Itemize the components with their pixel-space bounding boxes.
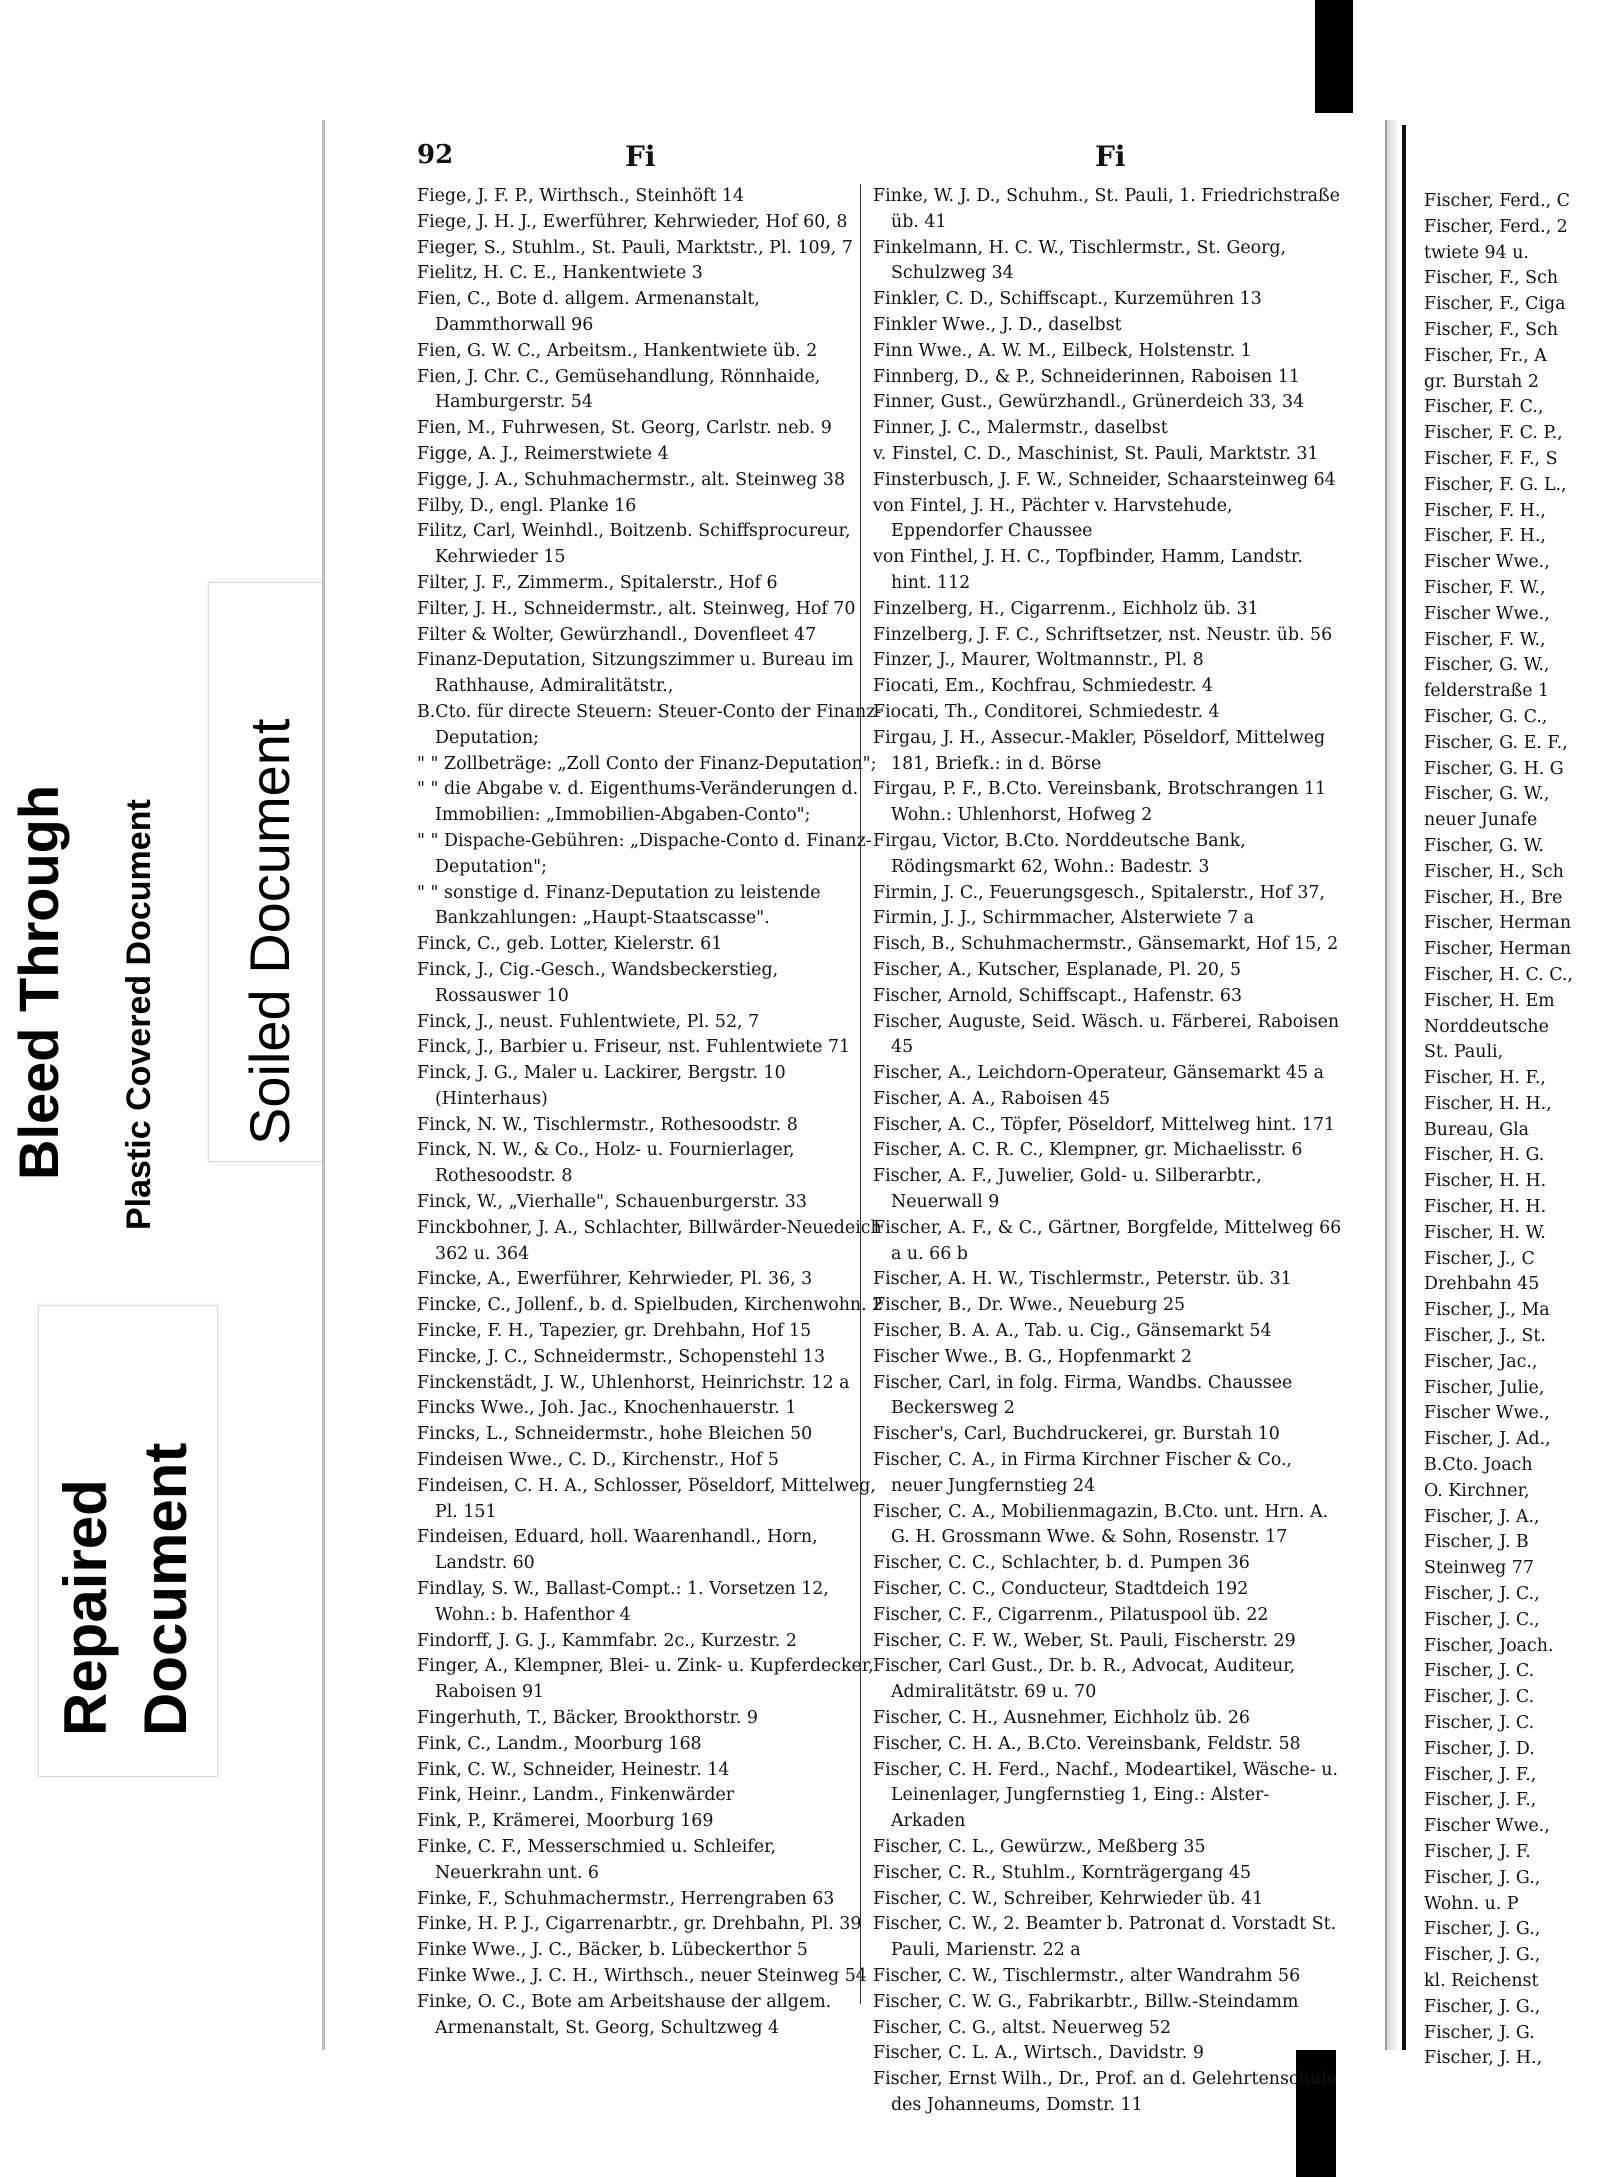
directory-entry: Finger, A., Klempner, Blei- u. Zink- u. Kupferdecker, Raboisen 91 — [417, 1656, 874, 1703]
directory-entry: " " die Abgabe v. d. Eigenthums-Veränderungen d. Immobilien: „Immobilien-Abgaben-Conto"; — [417, 779, 859, 826]
directory-entry: Fischer, J., St. — [1424, 1326, 1546, 1347]
directory-entry: Fincks Wwe., Joh. Jac., Knochenhauerstr. 1 — [417, 1398, 797, 1419]
directory-entry: Fischer, J. G., — [1424, 1945, 1541, 1966]
directory-entry: Fieger, S., Stuhlm., St. Pauli, Marktstr., Pl. 109, 7 — [417, 237, 853, 258]
directory-entry: Fischer, Ferd., 2 — [1424, 216, 1568, 237]
directory-entry: Fischer, G. W., — [1424, 784, 1550, 805]
directory-entry: Fischer, Joach. — [1424, 1635, 1554, 1656]
directory-entry: Fischer, Auguste, Seid. Wäsch. u. Färberei, Raboisen 45 — [873, 1011, 1340, 1058]
directory-entry: Finck, J., Barbier u. Friseur, nst. Fuhlentwiete 71 — [417, 1037, 851, 1058]
directory-entry: Fischer, G. C., — [1424, 706, 1548, 727]
directory-entry: Fischer, H. H. — [1424, 1171, 1547, 1192]
column-divider — [860, 184, 861, 2004]
directory-entry: Fien, M., Fuhrwesen, St. Georg, Carlstr. neb. 9 — [417, 418, 832, 439]
directory-entry: Fischer, C. C., Schlachter, b. d. Pumpen 36 — [873, 1553, 1250, 1574]
directory-entry: Figge, J. A., Schuhmachermstr., alt. Steinweg 38 — [417, 469, 846, 490]
directory-entry: Finke Wwe., J. C. H., Wirthsch., neuer Steinweg 54 — [417, 1965, 867, 1986]
directory-entry: O. Kirchner, — [1424, 1480, 1530, 1501]
directory-entry: Fincke, F. H., Tapezier, gr. Drehbahn, Hof 15 — [417, 1321, 812, 1342]
directory-entry: kl. Reichenst — [1424, 1970, 1539, 1991]
directory-entry: Fischer, A., Kutscher, Esplanade, Pl. 20, 5 — [873, 959, 1242, 980]
directory-entry: Fischer, Ernst Wilh., Dr., Prof. an d. Gelehrtenschule des Johanneums, Domstr. 11 — [873, 2069, 1337, 2115]
directory-entry: Fischer, F. G. L., — [1424, 474, 1567, 495]
directory-entry: Finck, C., geb. Lotter, Kielerstr. 61 — [417, 934, 723, 955]
directory-entry: Fischer, A. H. W., Tischlermstr., Peterstr. üb. 31 — [873, 1269, 1292, 1290]
directory-entry: Fischer, Carl, in folg. Firma, Wandbs. Chaussee Beckersweg 2 — [873, 1372, 1293, 1419]
directory-entry: Findeisen, C. H. A., Schlosser, Pöseldorf, Mittelweg, Pl. 151 — [417, 1475, 876, 1522]
directory-entry: Finkler, C. D., Schiffscapt., Kurzemühren 13 — [873, 289, 1262, 310]
directory-entry: Fischer, J. Ad., — [1424, 1429, 1551, 1450]
directory-entry: Fiocati, Th., Conditorei, Schmiedestr. 4 — [873, 701, 1220, 722]
directory-entry: Fischer, H. Em — [1424, 990, 1555, 1011]
directory-entry: Fischer, Herman — [1424, 939, 1572, 960]
directory-entry: Fischer, C. W., 2. Beamter b. Patronat d. Vorstadt St. Pauli, Marienstr. 22 a — [873, 1914, 1337, 1961]
directory-entry: Figge, A. J., Reimerstwiete 4 — [417, 443, 669, 464]
directory-entry: Fischer, A. F., Juwelier, Gold- u. Silberarbtr., Neuerwall 9 — [873, 1166, 1262, 1213]
directory-entry: B.Cto. Joach — [1424, 1455, 1533, 1476]
directory-entry: Fischer, C. W. G., Fabrikarbtr., Billw.-Steindamm — [873, 1991, 1299, 2012]
directory-entry: Fischer, H., Sch — [1424, 861, 1564, 882]
directory-entry: Fischer, F. C., — [1424, 397, 1544, 418]
directory-entry: Fien, J. Chr. C., Gemüsehandlung, Rönnhaide, Hamburgerstr. 54 — [417, 366, 821, 413]
directory-entry: Fink, C., Landm., Moorburg 168 — [417, 1733, 702, 1754]
directory-entry: Findlay, S. W., Ballast-Compt.: 1. Vorsetzen 12, Wohn.: b. Hafenthor 4 — [417, 1579, 829, 1625]
directory-entry: Finck, N. W., Tischlermstr., Rothesoodstr. 8 — [417, 1114, 798, 1135]
directory-entry: Fien, G. W. C., Arbeitsm., Hankentwiete üb. 2 — [417, 340, 818, 361]
directory-entry: Finkelmann, H. C. W., Tischlermstr., St. Georg, Schulzweg 34 — [873, 237, 1287, 284]
right-column — [1424, 189, 1624, 2072]
directory-entry: Firgau, Victor, B.Cto. Norddeutsche Bank, Rödingsmarkt 62, Wohn.: Badestr. 3 — [873, 830, 1246, 877]
directory-entry: Fien, C., Bote d. allgem. Armenanstalt, Dammthorwall 96 — [417, 289, 760, 335]
directory-entry: Finck, N. W., & Co., Holz- u. Fournierlager, Rothesoodstr. 8 — [417, 1140, 795, 1187]
directory-entry: Finke, H. P. J., Cigarrenarbtr., gr. Drehbahn, Pl. 39 — [417, 1914, 862, 1935]
directory-entry: Fischer, F. W., — [1424, 629, 1546, 650]
directory-entry: Finck, J., Cig.-Gesch., Wandsbeckerstieg, Rossauswег 10 — [417, 959, 779, 1006]
directory-entry: Firgau, P. F., B.Cto. Vereinsbank, Brotschrangen 11 Wohn.: Uhlenhorst, Hofweg 2 — [873, 779, 1327, 826]
directory-entry: Fischer, G. H. G — [1424, 758, 1564, 779]
directory-entry: Fischer, Jac., — [1424, 1351, 1538, 1372]
directory-entry: Fincks, L., Schneidermstr., hohe Bleichen 50 — [417, 1424, 813, 1445]
directory-entry: Wohn. u. P — [1424, 1893, 1519, 1914]
bleed-through-text: Bleed Through — [7, 784, 70, 1180]
directory-entry: Fischer, A., Leichdorn-Operateur, Gänsemarkt 45 a — [873, 1063, 1324, 1084]
directory-entry: Fischer, F. F., S — [1424, 448, 1558, 469]
directory-entry: Fischer, Ferd., C — [1424, 191, 1570, 211]
directory-entry: Fischer, J. G., — [1424, 1996, 1541, 2017]
directory-entry: Fink, Heinr., Landm., Finkenwärder — [417, 1785, 735, 1806]
directory-entry: Fischer, C. H., Ausnehmer, Eichholz üb. 26 — [873, 1708, 1250, 1729]
directory-entry: Fischer, F., Sch — [1424, 319, 1559, 340]
directory-entry: Fischer, J. A., — [1424, 1506, 1540, 1527]
directory-entry: Fischer, C. H. A., B.Cto. Vereinsbank, Feldstr. 58 — [873, 1733, 1301, 1754]
directory-entry: Fischer, A. A., Raboisen 45 — [873, 1088, 1111, 1109]
page-header — [325, 130, 1385, 180]
directory-entry: Firgau, J. H., Assecur.-Makler, Pöseldorf, Mittelweg 181, Briefk.: in d. Börse — [873, 727, 1326, 774]
directory-entry: Fischer, A. C., Töpfer, Pöseldorf, Mittelweg hint. 171 — [873, 1114, 1336, 1135]
directory-entry: Finckenstädt, J. W., Uhlenhorst, Heinrichstr. 12 a — [417, 1372, 850, 1393]
repaired-text-line1: Repaired — [52, 1479, 119, 1736]
directory-entry: Fischer, J. F. — [1424, 1842, 1531, 1862]
directory-entry: Fiege, J. F. P., Wirthsch., Steinhöft 14 — [417, 186, 745, 206]
directory-entry: Fischer, F. H., — [1424, 500, 1546, 521]
directory-entry: Fiege, J. H. J., Ewerführer, Kehrwieder, Hof 60, 8 — [417, 211, 848, 232]
directory-entry: gr. Burstah 2 — [1424, 371, 1539, 392]
directory-entry: Fischer, C. R., Stuhlm., Kornträgergang 45 — [873, 1862, 1252, 1883]
directory-entry: Fischer, J. G., — [1424, 1867, 1541, 1888]
directory-entry: Finzer, J., Maurer, Woltmannstr., Pl. 8 — [873, 650, 1204, 671]
directory-entry: v. Finstel, C. D., Maschinist, St. Pauli, Marktstr. 31 — [873, 443, 1319, 464]
directory-entry: Fischer, Fr., A — [1424, 345, 1547, 366]
directory-entry: Fincke, C., Jollenf., b. d. Spielbuden, Kirchenwohn. 2 — [417, 1295, 884, 1316]
directory-entry: Finner, J. C., Malermstr., daselbst — [873, 418, 1168, 439]
directory-entry: Finke, F., Schuhmachermstr., Herrengraben 63 — [417, 1888, 835, 1909]
directory-entry: Fischer Wwe., — [1424, 1403, 1550, 1424]
repaired-text-line2: Document — [132, 1442, 199, 1736]
directory-entry: Fielitz, H. C. E., Hankentwiete 3 — [417, 263, 703, 284]
directory-entry: Fischer, F. C. P., — [1424, 423, 1563, 444]
directory-entry: Fischer, J., Ma — [1424, 1300, 1550, 1321]
directory-entry: Filitz, Carl, Weinhdl., Boitzenb. Schiffsprocureur, Kehrwieder 15 — [417, 521, 851, 568]
directory-entry: Finke Wwe., J. C., Bäcker, b. Lübeckerthor 5 — [417, 1940, 808, 1961]
directory-entry: Fischer, J. C., — [1424, 1584, 1540, 1605]
directory-entry: Fischer, H. G. — [1424, 1145, 1545, 1166]
directory-entry: Filter, J. F., Zimmerm., Spitalerstr., Hof 6 — [417, 572, 778, 593]
directory-entry: Finck, J., neust. Fuhlentwiete, Pl. 52, 7 — [417, 1011, 760, 1032]
directory-entry: Fischer Wwe., — [1424, 1816, 1550, 1837]
running-head-left: Fi — [625, 140, 656, 173]
directory-entry: felderstraße 1 — [1424, 681, 1550, 702]
plastic-covered-label — [92, 600, 212, 1240]
directory-entry: Fischer's, Carl, Buchdruckerei, gr. Burstah 10 — [873, 1424, 1280, 1445]
directory-entry: Fischer, C. A., Mobilienmagazin, B.Cto. unt. Hrn. A. G. H. Grossmann Wwe. & Sohn, Rosenstr. 17 — [873, 1501, 1329, 1548]
directory-entry: neuer Junafe — [1424, 810, 1538, 831]
directory-entry: Filter & Wolter, Gewürzhandl., Dovenfleet 47 — [417, 624, 817, 645]
directory-entry: Fischer, C. L., Gewürzw., Meßberg 35 — [873, 1837, 1206, 1857]
directory-entry: Finkler Wwe., J. D., daselbst — [873, 314, 1122, 335]
directory-entry: Fischer, C. A., in Firma Kirchner Fischer & Co., neuer Jungfernstieg 24 — [873, 1450, 1293, 1496]
directory-entry: Fischer, C. G., altst. Neuerweg 52 — [873, 2017, 1172, 2038]
directory-entry: Finke, O. C., Bote am Arbeitshause der allgem. Armenanstalt, St. Georg, Schultzweg 4 — [417, 1991, 832, 2038]
directory-entry: Fischer, Carl Gust., Dr. b. R., Advocat, Auditeur, Admiralitätstr. 69 u. 70 — [873, 1656, 1296, 1703]
binding-strip-top — [1315, 0, 1353, 113]
directory-entry: Fischer, B. A. A., Tab. u. Cig., Gänsemarkt 54 — [873, 1321, 1272, 1342]
directory-entry: Fischer, J. F., — [1424, 1764, 1537, 1785]
directory-entry: Fischer, J. C., — [1424, 1609, 1540, 1630]
directory-entry: " " Dispache-Gebühren: „Dispache-Conto d. Finanz-Deputation"; — [417, 830, 872, 877]
left-column — [417, 184, 887, 2041]
directory-entry: Finzelberg, J. F. C., Schriftsetzer, nst. Neustr. üb. 56 — [873, 624, 1333, 645]
soiled-text: Soiled Document — [238, 718, 301, 1145]
directory-entry: Fink, P., Krämerei, Moorburg 169 — [417, 1811, 714, 1832]
directory-entry: Fischer, Arnold, Schiffscapt., Hafenstr. 63 — [873, 985, 1243, 1006]
directory-entry: " " sonstige d. Finanz-Deputation zu leistende Bankzahlungen: „Haupt-Staatscasse". — [417, 882, 821, 929]
directory-entry: B.Cto. für directe Steuern: Steuer-Conto der Finanz-Deputation; — [417, 701, 882, 748]
directory-entry: Fischer, H. F., — [1424, 1068, 1546, 1089]
directory-entry: Filby, D., engl. Planke 16 — [417, 495, 637, 516]
directory-entry: Fischer, C. H. Ferd., Nachf., Modeartikel, Wäsche- u. Leinenlager, Jungfernstieg 1, Eing.: Alster-Arkaden — [873, 1759, 1338, 1832]
directory-entry: Drehbahn 45 — [1424, 1274, 1540, 1295]
directory-entry: Fischer, C. C., Conducteur, Stadtdeich 192 — [873, 1579, 1249, 1600]
directory-entry: Fischer, J. C. — [1424, 1687, 1535, 1708]
directory-entry: Fiocati, Em., Kochfrau, Schmiedestr. 4 — [873, 676, 1213, 697]
directory-entry: Finck, W., „Vierhalle", Schauenburgerstr. 33 — [417, 1192, 807, 1213]
directory-entry: Fischer, J., C — [1424, 1248, 1535, 1269]
directory-entry: Firmin, J. J., Schirmmacher, Alsterwiete 7 a — [873, 908, 1255, 929]
directory-entry: twiete 94 u. — [1424, 242, 1529, 263]
directory-entry: Fischer, B., Dr. Wwe., Neueburg 25 — [873, 1295, 1186, 1316]
directory-entry: von Finthel, J. H. C., Topfbinder, Hamm, Landstr. hint. 112 — [873, 547, 1303, 593]
directory-entry: Finanz-Deputation, Sitzungszimmer u. Bureau im Rathhause, Admiralitätstr., — [417, 650, 854, 697]
directory-entry: Fischer Wwe., — [1424, 603, 1550, 624]
directory-entry: Fink, C. W., Schneider, Heinestr. 14 — [417, 1759, 730, 1780]
directory-entry: Finke, C. F., Messerschmied u. Schleifer, Neuerkrahn unt. 6 — [417, 1837, 777, 1883]
directory-entry: Fischer, J. G. — [1424, 2022, 1535, 2043]
directory-entry: Fisch, B., Schuhmachermstr., Gänsemarkt, Hof 15, 2 — [873, 934, 1339, 955]
directory-entry: Fischer, A. F., & C., Gärtner, Borgfelde, Mittelweg 66 a u. 66 b — [873, 1217, 1342, 1264]
directory-entry: Finner, Gust., Gewürzhandl., Grünerdeich 33, 34 — [873, 392, 1305, 413]
directory-entry: Fischer, F. W., — [1424, 577, 1546, 598]
directory-entry: Fischer, C. F., Cigarrenm., Pilatuspool üb. 22 — [873, 1604, 1269, 1625]
directory-entry: " " Zollbeträge: „Zoll Conto der Finanz-Deputation"; — [417, 753, 877, 774]
directory-entry: Fischer Wwe., B. G., Hopfenmarkt 2 — [873, 1346, 1192, 1367]
directory-entry: Fischer, C. F. W., Weber, St. Pauli, Fischerstr. 29 — [873, 1630, 1296, 1651]
directory-entry: Fincke, A., Ewerführer, Kehrwieder, Pl. 36, 3 — [417, 1269, 813, 1290]
directory-entry: Finzelberg, H., Cigarrenm., Eichholz üb. 31 — [873, 598, 1259, 619]
directory-entry: Finnberg, D., & P., Schneiderinnen, Raboisen 11 — [873, 366, 1300, 387]
directory-entry: Fischer, J. C. — [1424, 1713, 1535, 1734]
directory-entry: Fischer, G. E. F., — [1424, 732, 1568, 753]
directory-entry: Findeisen, Eduard, holl. Waarenhandl., Horn, Landstr. 60 — [417, 1527, 818, 1574]
directory-entry: Fischer, G. W. — [1424, 835, 1544, 856]
bleed-through-label — [0, 630, 70, 1230]
directory-entry: Findorff, J. G. J., Kammfabr. 2c., Kurzestr. 2 — [417, 1630, 797, 1651]
directory-entry: Fischer, A. C. R. C., Klempner, gr. Michaelisstr. 6 — [873, 1140, 1303, 1161]
directory-entry: Findeisen Wwe., C. D., Kirchenstr., Hof 5 — [417, 1450, 779, 1471]
directory-entry: von Fintel, J. H., Pächter v. Harvstehude, Eppendorfer Chaussee — [873, 495, 1233, 542]
directory-entry: Fischer, C. L. A., Wirtsch., Davidstr. 9 — [873, 2043, 1204, 2064]
page-number: 92 — [417, 140, 454, 170]
directory-entry: Fischer, C. W., Schreiber, Kehrwieder üb. 41 — [873, 1888, 1264, 1909]
directory-entry: Finsterbusch, J. F. W., Schneider, Schaarsteinweg 64 — [873, 469, 1336, 490]
directory-entry: Fischer, Herman — [1424, 913, 1572, 934]
directory-entry: Fischer, J. G., — [1424, 1919, 1541, 1940]
directory-entry: Fischer, H. H., — [1424, 1093, 1552, 1114]
directory-entry: Fischer, H. H. — [1424, 1197, 1547, 1218]
directory-entry: Finn Wwe., A. W. M., Eilbeck, Holstenstr. 1 — [873, 340, 1252, 361]
directory-entry: Steinweg 77 — [1424, 1558, 1534, 1579]
directory-entry: Norddeutsche — [1424, 1016, 1549, 1037]
directory-entry: Fincke, J. C., Schneidermstr., Schopenstehl 13 — [417, 1346, 826, 1367]
directory-entry: Fischer, J. F., — [1424, 1790, 1537, 1811]
directory-entry: Fischer, F., Ciga — [1424, 294, 1566, 315]
directory-entry: Fischer, F. H., — [1424, 526, 1546, 547]
directory-entry: Firmin, J. C., Feuerungsgesch., Spitalerstr., Hof 37, — [873, 882, 1326, 903]
running-head-right: Fi — [1095, 140, 1126, 173]
directory-entry: Fischer, G. W., — [1424, 655, 1550, 676]
directory-entry: Filter, J. H., Schneidermstr., alt. Steinweg, Hof 70 — [417, 598, 856, 619]
repaired-label — [38, 1305, 218, 1777]
plastic-covered-text: Plastic Covered Document — [120, 799, 158, 1230]
directory-entry: Fischer, J. C. — [1424, 1661, 1535, 1682]
directory-entry: Fischer, F., Sch — [1424, 268, 1559, 289]
directory-entry: Fischer, C. W., Tischlermstr., alter Wandrahm 56 — [873, 1965, 1301, 1986]
directory-entry: Fischer, H. C. C., — [1424, 964, 1573, 985]
directory-entry: St. Pauli, — [1424, 1042, 1504, 1063]
directory-entry: Fingerhuth, T., Bäcker, Brookthorstr. 9 — [417, 1708, 758, 1729]
directory-entry: Fischer, J. H., — [1424, 2048, 1543, 2069]
directory-entry: Fischer, J. D. — [1424, 1738, 1535, 1759]
directory-entry: Fischer, Julie, — [1424, 1377, 1545, 1398]
directory-page — [322, 120, 1387, 2115]
directory-entry: Fischer Wwe., — [1424, 552, 1550, 573]
middle-column — [873, 184, 1343, 2119]
directory-entry: Bureau, Gla — [1424, 1119, 1530, 1140]
directory-entry: Finke, W. J. D., Schuhm., St. Pauli, 1. Friedrichstraße üb. 41 — [873, 186, 1340, 232]
directory-entry: Finckbohner, J. A., Schlachter, Billwärder-Neuedeich 362 u. 364 — [417, 1217, 882, 1264]
directory-entry: Fischer, H. W. — [1424, 1222, 1546, 1243]
directory-entry: Finck, J. G., Maler u. Lackirer, Bergstr. 10 (Hinterhaus) — [417, 1063, 786, 1109]
directory-entry: Fischer, H., Bre — [1424, 887, 1563, 908]
facing-page-fragment — [1402, 125, 1604, 2069]
directory-entry: Fischer, J. B — [1424, 1532, 1529, 1553]
